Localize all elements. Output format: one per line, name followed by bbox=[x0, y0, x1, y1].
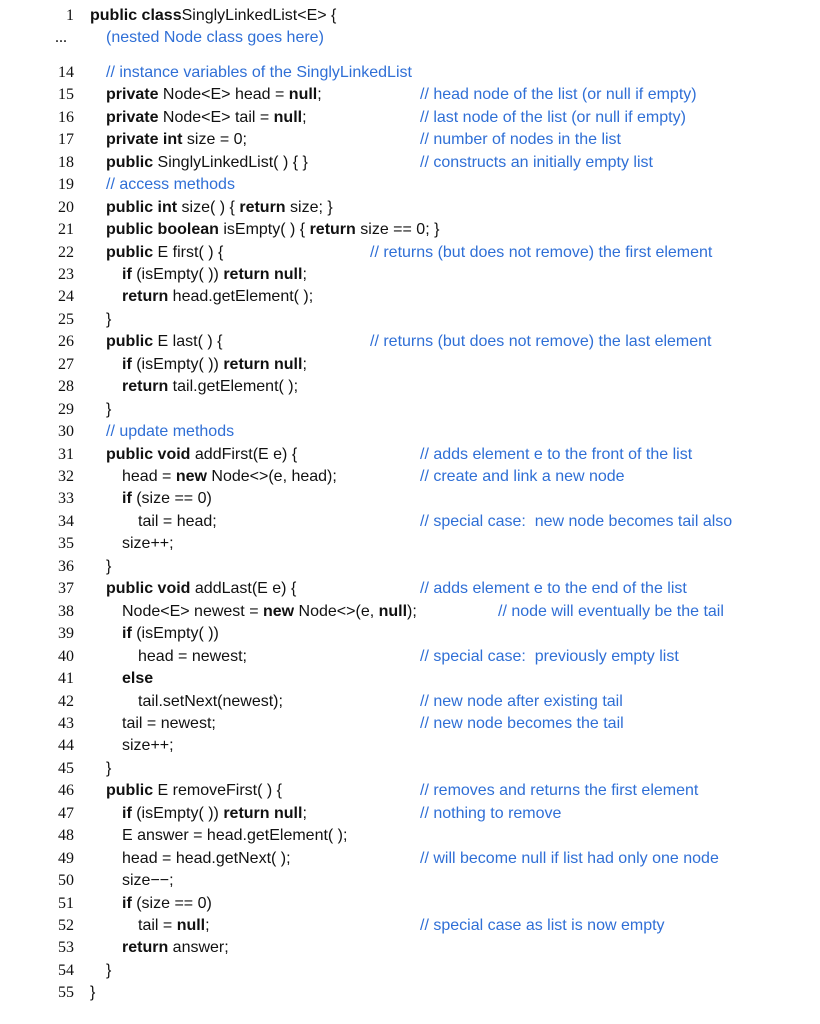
keyword: null bbox=[176, 917, 206, 934]
code-token: ; bbox=[302, 108, 307, 126]
line-number: 40 bbox=[58, 647, 74, 665]
line-number: 20 bbox=[58, 198, 74, 216]
code-token: Node<>(e, head); bbox=[206, 468, 337, 485]
code-token: ; bbox=[205, 917, 210, 934]
keyword: if bbox=[122, 490, 132, 508]
code-line bbox=[0, 197, 820, 219]
line-comment: // number of nodes in the list bbox=[420, 131, 621, 149]
code-line bbox=[0, 601, 820, 623]
code-line bbox=[0, 309, 820, 331]
code-text bbox=[106, 84, 322, 106]
keyword: null bbox=[378, 602, 408, 620]
line-number: 23 bbox=[58, 265, 74, 283]
line-comment: // will become null if list had only one node bbox=[420, 849, 719, 867]
comment-text: // update methods bbox=[106, 423, 235, 441]
code-line bbox=[0, 5, 820, 27]
code-line bbox=[0, 152, 820, 174]
code-text bbox=[122, 354, 307, 376]
comment-text: // access methods bbox=[106, 176, 235, 194]
code-line bbox=[0, 264, 820, 286]
keyword: private bbox=[106, 86, 159, 104]
line-number: 49 bbox=[58, 849, 74, 867]
code-token: (isEmpty( )) bbox=[131, 265, 224, 283]
line-number: 52 bbox=[58, 917, 74, 934]
code-line bbox=[0, 376, 820, 398]
code-text bbox=[106, 219, 439, 241]
line-number: 26 bbox=[58, 333, 74, 351]
code-text bbox=[122, 286, 313, 308]
code-text bbox=[106, 107, 307, 129]
code-line bbox=[0, 174, 820, 196]
code-line bbox=[0, 444, 820, 466]
keyword: public int bbox=[106, 198, 178, 216]
line-number: 31 bbox=[58, 445, 74, 463]
line-number: 25 bbox=[58, 310, 74, 328]
code-text bbox=[122, 713, 216, 735]
line-number: 1 bbox=[66, 7, 74, 24]
code-token: } bbox=[106, 759, 112, 777]
code-token: SinglyLinkedList( ) { } bbox=[153, 153, 308, 171]
line-number: 22 bbox=[58, 243, 74, 261]
code-line bbox=[0, 937, 820, 959]
line-comment: // new node becomes the tail bbox=[420, 714, 624, 732]
code-line bbox=[0, 960, 820, 982]
code-text bbox=[138, 511, 217, 533]
code-line bbox=[0, 668, 820, 690]
code-line bbox=[0, 27, 820, 49]
line-number: 19 bbox=[58, 176, 74, 194]
keyword: public boolean bbox=[106, 221, 219, 239]
keyword: public bbox=[106, 243, 154, 261]
code-token: head = newest; bbox=[138, 647, 247, 665]
line-comment: // returns (but does not remove) the last element bbox=[370, 333, 712, 351]
code-token: size == 0; } bbox=[355, 221, 440, 239]
line-number: 43 bbox=[58, 714, 74, 732]
code-token: Node<>(e, bbox=[294, 602, 379, 620]
keyword: public bbox=[106, 333, 154, 351]
code-token: tail.getElement( ); bbox=[168, 378, 299, 396]
line-comment: // returns (but does not remove) the first element bbox=[370, 243, 713, 261]
code-token: ; bbox=[302, 804, 307, 822]
code-token: size; } bbox=[285, 198, 333, 216]
code-line bbox=[0, 488, 820, 510]
code-text bbox=[138, 915, 210, 937]
code-line bbox=[0, 803, 820, 825]
code-text bbox=[106, 399, 111, 421]
code-text bbox=[106, 174, 235, 196]
code-line bbox=[0, 825, 820, 847]
code-token: isEmpty( ) { bbox=[218, 221, 310, 239]
code-line bbox=[0, 242, 820, 264]
code-token: tail = newest; bbox=[122, 714, 216, 732]
line-number: 24 bbox=[58, 288, 74, 306]
code-line bbox=[0, 354, 820, 376]
keyword: return bbox=[122, 378, 169, 396]
keyword: private bbox=[106, 108, 159, 126]
keyword: new bbox=[262, 602, 295, 620]
code-text bbox=[106, 780, 282, 802]
line-number: 46 bbox=[58, 782, 74, 800]
line-number: 55 bbox=[58, 984, 74, 1002]
line-comment: // special case: new node becomes tail also bbox=[420, 512, 733, 530]
code-token: head = head.getNext( ); bbox=[122, 849, 291, 867]
line-comment: // new node after existing tail bbox=[420, 692, 623, 710]
code-token: ; bbox=[302, 355, 307, 373]
code-token: head = bbox=[122, 468, 176, 485]
line-number: ... bbox=[55, 29, 67, 47]
code-token: Node<E> head = bbox=[158, 86, 289, 104]
code-token: (size == 0) bbox=[131, 490, 212, 508]
code-token: addLast(E e) { bbox=[190, 580, 297, 598]
code-token: Node<E> tail = bbox=[158, 108, 274, 126]
code-text bbox=[122, 376, 298, 398]
line-number: 47 bbox=[58, 804, 74, 822]
code-text bbox=[122, 893, 212, 915]
code-token: } bbox=[106, 557, 112, 575]
keyword: if bbox=[122, 265, 132, 283]
line-number: 27 bbox=[58, 355, 74, 373]
line-number: 39 bbox=[58, 625, 74, 643]
code-text bbox=[138, 691, 283, 713]
code-token: ; bbox=[317, 86, 322, 104]
code-line bbox=[0, 758, 820, 780]
code-text bbox=[106, 578, 296, 600]
line-number: 29 bbox=[58, 400, 74, 418]
code-text bbox=[106, 129, 247, 151]
keyword: return bbox=[122, 288, 169, 306]
code-token: Node<E> newest = bbox=[122, 602, 263, 620]
line-number: 48 bbox=[58, 827, 74, 845]
code-token: tail = head; bbox=[138, 512, 217, 530]
line-number: 33 bbox=[58, 490, 74, 508]
keyword: public class bbox=[90, 7, 182, 24]
line-number: 53 bbox=[58, 939, 74, 957]
code-token: E first( ) { bbox=[153, 243, 224, 261]
code-line bbox=[0, 915, 820, 937]
line-comment: // removes and returns the first element bbox=[420, 782, 699, 800]
code-text bbox=[122, 623, 219, 645]
code-text bbox=[122, 488, 212, 510]
line-comment: // last node of the list (or null if empty) bbox=[420, 108, 686, 126]
line-number: 16 bbox=[58, 108, 74, 126]
keyword: public bbox=[106, 782, 154, 800]
line-number: 44 bbox=[58, 737, 74, 755]
line-number: 21 bbox=[58, 221, 74, 239]
code-line bbox=[0, 331, 820, 353]
code-text bbox=[122, 601, 417, 623]
line-number: 17 bbox=[58, 131, 74, 149]
code-line bbox=[0, 646, 820, 668]
keyword: null bbox=[288, 86, 318, 104]
line-comment: // node will eventually be the tail bbox=[498, 602, 724, 620]
code-line bbox=[0, 982, 820, 1004]
line-comment: // create and link a new node bbox=[420, 468, 625, 485]
line-number: 41 bbox=[58, 670, 74, 688]
code-text bbox=[122, 870, 174, 892]
line-number: 30 bbox=[58, 423, 74, 441]
code-line bbox=[0, 870, 820, 892]
code-token: E last( ) { bbox=[153, 333, 223, 351]
code-line bbox=[0, 556, 820, 578]
line-comment: // special case as list is now empty bbox=[420, 917, 665, 934]
code-token: size = 0; bbox=[182, 131, 247, 149]
code-text bbox=[106, 197, 333, 219]
line-number: 14 bbox=[58, 63, 74, 81]
code-text bbox=[106, 242, 223, 264]
code-text bbox=[90, 982, 95, 1004]
code-line bbox=[0, 623, 820, 645]
code-text bbox=[122, 825, 347, 847]
code-text bbox=[106, 421, 234, 443]
code-text bbox=[106, 444, 297, 466]
code-token: (size == 0) bbox=[131, 894, 212, 912]
keyword: return null bbox=[223, 355, 303, 373]
keyword: if bbox=[122, 804, 132, 822]
code-line bbox=[0, 713, 820, 735]
code-token: ; bbox=[302, 265, 307, 283]
line-number: 28 bbox=[58, 378, 74, 396]
code-text bbox=[122, 668, 153, 690]
code-text bbox=[122, 533, 174, 555]
code-text bbox=[138, 646, 247, 668]
line-number: 54 bbox=[58, 961, 74, 979]
code-line bbox=[0, 780, 820, 802]
line-number: 36 bbox=[58, 557, 74, 575]
code-token: size++; bbox=[122, 535, 174, 553]
line-number: 38 bbox=[58, 602, 74, 620]
line-number: 42 bbox=[58, 692, 74, 710]
code-text bbox=[106, 152, 308, 174]
line-comment: // head node of the list (or null if empty) bbox=[420, 86, 697, 104]
line-number: 51 bbox=[58, 894, 74, 912]
code-line bbox=[0, 399, 820, 421]
line-comment: // nothing to remove bbox=[420, 804, 562, 822]
code-text bbox=[122, 264, 307, 286]
code-line bbox=[0, 466, 820, 488]
code-line bbox=[0, 578, 820, 600]
code-token: } bbox=[90, 984, 96, 1002]
code-text bbox=[106, 331, 222, 353]
code-text bbox=[122, 803, 307, 825]
line-number: 15 bbox=[58, 86, 74, 104]
line-comment: // constructs an initially empty list bbox=[420, 153, 653, 171]
line-number: 50 bbox=[58, 872, 74, 890]
keyword: if bbox=[122, 625, 132, 643]
keyword: public void bbox=[106, 580, 191, 598]
code-text bbox=[90, 5, 336, 27]
keyword: if bbox=[122, 355, 132, 373]
comment-text: (nested Node class goes here) bbox=[106, 29, 324, 47]
code-token: E answer = head.getElement( ); bbox=[122, 827, 348, 845]
code-text bbox=[106, 62, 412, 84]
code-line bbox=[0, 893, 820, 915]
code-line bbox=[0, 511, 820, 533]
keyword: return bbox=[309, 221, 356, 239]
code-token: size++; bbox=[122, 737, 174, 755]
code-line bbox=[0, 735, 820, 757]
keyword: public void bbox=[106, 445, 191, 463]
code-text bbox=[106, 27, 324, 49]
code-token: answer; bbox=[168, 939, 229, 957]
code-token: head.getElement( ); bbox=[168, 288, 314, 306]
code-text bbox=[122, 848, 291, 870]
code-token: ); bbox=[407, 602, 417, 620]
code-line bbox=[0, 62, 820, 84]
line-number: 37 bbox=[58, 580, 74, 598]
code-line bbox=[0, 533, 820, 555]
code-text bbox=[122, 466, 337, 488]
comment-text: // instance variables of the SinglyLinkedList bbox=[106, 63, 412, 81]
code-token: E removeFirst( ) { bbox=[153, 782, 283, 800]
code-token: (isEmpty( )) bbox=[131, 804, 224, 822]
code-line bbox=[0, 848, 820, 870]
code-line bbox=[0, 219, 820, 241]
keyword: else bbox=[122, 670, 154, 688]
line-comment: // adds element e to the front of the list bbox=[420, 445, 693, 463]
code-line bbox=[0, 107, 820, 129]
code-token: } bbox=[106, 310, 112, 328]
keyword: public bbox=[106, 153, 154, 171]
code-token: } bbox=[106, 400, 112, 418]
code-text bbox=[122, 937, 229, 959]
code-token: addFirst(E e) { bbox=[190, 445, 298, 463]
keyword: return bbox=[239, 198, 286, 216]
keyword: new bbox=[175, 468, 207, 485]
line-number: 18 bbox=[58, 153, 74, 171]
keyword: return bbox=[122, 939, 169, 957]
code-line bbox=[0, 286, 820, 308]
keyword: if bbox=[122, 894, 132, 912]
code-text bbox=[106, 309, 111, 331]
code-token: size−−; bbox=[122, 872, 174, 890]
code-token: SinglyLinkedList<E> { bbox=[181, 7, 337, 24]
line-number: 32 bbox=[58, 468, 74, 485]
code-token: (isEmpty( )) bbox=[131, 355, 224, 373]
line-comment: // special case: previously empty list bbox=[420, 647, 679, 665]
code-line bbox=[0, 691, 820, 713]
keyword: return null bbox=[223, 265, 303, 283]
keyword: private int bbox=[106, 131, 183, 149]
line-comment: // adds element e to the end of the list bbox=[420, 580, 687, 598]
code-text bbox=[106, 556, 111, 578]
keyword: null bbox=[273, 108, 303, 126]
keyword: return null bbox=[223, 804, 303, 822]
code-text bbox=[122, 735, 174, 757]
code-text bbox=[106, 960, 111, 982]
line-number: 35 bbox=[58, 535, 74, 553]
line-number: 34 bbox=[58, 512, 74, 530]
code-line bbox=[0, 129, 820, 151]
code-token: (isEmpty( )) bbox=[131, 625, 219, 643]
line-number: 45 bbox=[58, 759, 74, 777]
code-text bbox=[106, 758, 111, 780]
code-token: tail.setNext(newest); bbox=[138, 692, 283, 710]
code-line bbox=[0, 421, 820, 443]
code-token: tail = bbox=[138, 917, 177, 934]
code-line bbox=[0, 84, 820, 106]
code-token: size( ) { bbox=[177, 198, 240, 216]
code-token: } bbox=[106, 961, 112, 979]
